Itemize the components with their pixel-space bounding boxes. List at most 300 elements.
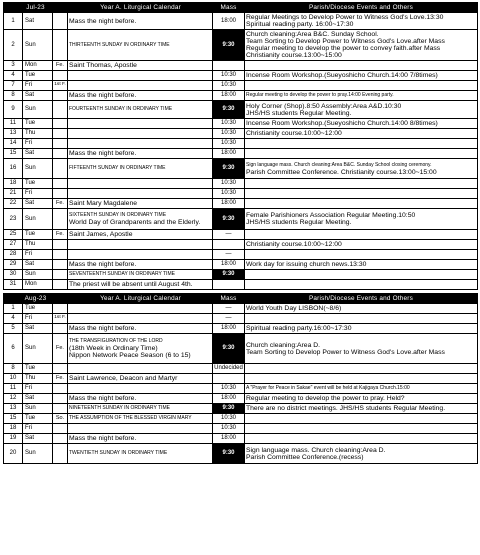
calendar-row xyxy=(4,209,478,230)
event-text: Spiritual reading party.16:00~17:30 xyxy=(246,325,352,332)
feast-rank xyxy=(53,119,68,129)
liturgical-entry xyxy=(68,444,213,464)
liturgical-entry xyxy=(68,139,213,149)
liturgical-entry xyxy=(68,404,213,414)
month-header-row xyxy=(4,294,478,304)
liturgical-entry xyxy=(68,149,213,159)
header-liturgical-calendar: Year A. Liturgical Calendar xyxy=(68,294,213,304)
calendar-row xyxy=(4,91,478,101)
event-text: JHS/HS students Regular Meeting. xyxy=(246,219,352,226)
liturgical-text: Mass the night before. xyxy=(69,150,137,157)
liturgical-entry xyxy=(68,209,213,230)
calendar-row xyxy=(4,230,478,240)
calendar-row xyxy=(4,384,478,394)
liturgical-text: FOURTEENTH SUNDAY IN ORDINARY TIME xyxy=(69,106,173,112)
feast-rank xyxy=(53,139,68,149)
liturgical-text: NINETEENTH SUNDAY IN ORDINARY TIME xyxy=(69,405,170,411)
weekday: Thu xyxy=(23,129,53,139)
mass-time: — xyxy=(213,304,245,314)
day-number: 28 xyxy=(4,250,23,260)
weekday: Fri xyxy=(23,424,53,434)
day-number: 31 xyxy=(4,280,23,290)
events-cell xyxy=(245,394,478,404)
feast-rank xyxy=(53,314,68,324)
calendar-row xyxy=(4,129,478,139)
mass-time: 18:00 xyxy=(213,149,245,159)
mass-time: 9:30 xyxy=(213,270,245,280)
day-number: 25 xyxy=(4,230,23,240)
calendar-row xyxy=(4,280,478,290)
weekday: Thu xyxy=(23,374,53,384)
events-cell xyxy=(245,61,478,71)
feast-rank xyxy=(53,71,68,81)
weekday: Fri xyxy=(23,139,53,149)
weekday: Tue xyxy=(23,304,53,314)
weekday: Sat xyxy=(23,91,53,101)
event-text: World Youth Day LISBON(~8/6) xyxy=(246,305,342,312)
event-text: Work day for issuing church news.13:30 xyxy=(246,261,367,268)
liturgical-text: Mass the night before. xyxy=(69,261,137,268)
event-text: Incense Room Workshop.(Sueyoshicho Church.14:00 8/8times) xyxy=(246,120,438,127)
feast-rank xyxy=(53,159,68,179)
mass-time: 9:30 xyxy=(213,30,245,61)
day-number: 11 xyxy=(4,119,23,129)
calendar-row xyxy=(4,404,478,414)
feast-rank: Fe. xyxy=(53,374,68,384)
calendar-row xyxy=(4,101,478,119)
month-header-row xyxy=(4,3,478,13)
calendar-row xyxy=(4,314,478,324)
liturgical-entry xyxy=(68,101,213,119)
day-number: 18 xyxy=(4,424,23,434)
events-cell xyxy=(245,209,478,230)
feast-rank xyxy=(53,394,68,404)
month-label: Jul-23 xyxy=(4,3,68,13)
liturgical-text: Mass the night before. xyxy=(69,92,137,99)
liturgical-text: (18th Week in Ordinary Time) xyxy=(69,345,158,352)
liturgical-text: Mass the night before. xyxy=(69,435,137,442)
liturgical-text: Saint Lawrence, Deacon and Martyr xyxy=(69,375,178,382)
event-text: Regular meeting to develop the power to convey faith.after Mass xyxy=(246,45,441,52)
liturgical-entry xyxy=(68,179,213,189)
day-number: 22 xyxy=(4,199,23,209)
weekday: Fri xyxy=(23,189,53,199)
feast-rank xyxy=(53,304,68,314)
liturgical-entry xyxy=(68,260,213,270)
feast-rank xyxy=(53,384,68,394)
weekday: Sun xyxy=(23,159,53,179)
weekday: Sat xyxy=(23,13,53,30)
feast-rank xyxy=(53,444,68,464)
mass-time xyxy=(213,374,245,384)
liturgical-text: TWENTIETH SUNDAY IN ORDINARY TIME xyxy=(69,450,168,456)
calendar-row xyxy=(4,374,478,384)
events-cell xyxy=(245,270,478,280)
day-number: 8 xyxy=(4,91,23,101)
day-number: 5 xyxy=(4,324,23,334)
liturgical-entry xyxy=(68,119,213,129)
mass-time: 18:00 xyxy=(213,324,245,334)
mass-time: 18:00 xyxy=(213,13,245,30)
feast-rank xyxy=(53,260,68,270)
liturgical-entry xyxy=(68,30,213,61)
feast-rank: Fe. xyxy=(53,334,68,364)
day-number: 12 xyxy=(4,394,23,404)
calendar-row xyxy=(4,304,478,314)
calendar-row xyxy=(4,13,478,30)
mass-time: 10:30 xyxy=(213,424,245,434)
day-number: 18 xyxy=(4,179,23,189)
events-cell xyxy=(245,314,478,324)
mass-time: 10:30 xyxy=(213,119,245,129)
calendar-row xyxy=(4,364,478,374)
calendar-row xyxy=(4,30,478,61)
feast-rank xyxy=(53,13,68,30)
events-cell xyxy=(245,81,478,91)
events-cell xyxy=(245,324,478,334)
day-number: 4 xyxy=(4,314,23,324)
event-text: JHS/HS students Regular Meeting. xyxy=(246,109,352,117)
events-cell xyxy=(245,424,478,434)
feast-rank xyxy=(53,81,68,91)
events-cell xyxy=(245,119,478,129)
mass-time: 10:30 xyxy=(213,139,245,149)
liturgical-entry xyxy=(68,280,213,290)
mass-time: 9:30 xyxy=(213,404,245,414)
calendar-row xyxy=(4,149,478,159)
feast-rank xyxy=(53,434,68,444)
day-number: 6 xyxy=(4,334,23,364)
event-text: Regular meeting to develop the power to pray. Held? xyxy=(246,395,405,402)
events-cell xyxy=(245,240,478,250)
calendar-row xyxy=(4,159,478,179)
liturgical-text: World Day of Grandparents and the Elderly. xyxy=(69,219,201,226)
mass-time: 10:30 xyxy=(213,71,245,81)
liturgical-entry xyxy=(68,314,213,324)
weekday: Fri xyxy=(23,250,53,260)
feast-rank: Fe. xyxy=(53,230,68,240)
mass-time: 9:30 xyxy=(213,444,245,464)
weekday: Mon xyxy=(23,61,53,71)
first-friday-mark: 1st F. xyxy=(54,82,66,87)
day-number: 29 xyxy=(4,260,23,270)
event-text: Church cleaning:Area B&C. Sunday School. xyxy=(246,31,379,38)
day-number: 27 xyxy=(4,240,23,250)
liturgical-entry xyxy=(68,159,213,179)
weekday: Tue xyxy=(23,71,53,81)
liturgical-text: Mass the night before. xyxy=(69,395,137,402)
day-number: 8 xyxy=(4,364,23,374)
liturgical-entry xyxy=(68,324,213,334)
events-cell xyxy=(245,91,478,101)
weekday: Tue xyxy=(23,230,53,240)
mass-time: 9:30 xyxy=(213,334,245,364)
liturgical-text: THIRTEENTH SUNDAY IN ORDINARY TIME xyxy=(69,41,170,48)
events-cell xyxy=(245,260,478,270)
calendar-row xyxy=(4,260,478,270)
mass-time xyxy=(213,280,245,290)
event-text: Holy Corner (Shop).8:50 Assembly:Area A&D.10:30 xyxy=(246,102,402,110)
events-cell xyxy=(245,199,478,209)
day-number: 3 xyxy=(4,61,23,71)
mass-time: 18:00 xyxy=(213,199,245,209)
events-cell xyxy=(245,304,478,314)
day-number: 13 xyxy=(4,404,23,414)
weekday: Sun xyxy=(23,444,53,464)
event-text: Female Parishioners Association Regular Meeting.10:50 xyxy=(246,212,416,219)
liturgical-text: SIXTEENTH SUNDAY IN ORDINARY TIME xyxy=(69,212,167,218)
mass-time: 9:30 xyxy=(213,209,245,230)
weekday: Tue xyxy=(23,414,53,424)
liturgical-text: FIFTEENTH SUNDAY IN ORDINARY TIME xyxy=(69,165,166,171)
mass-time xyxy=(213,61,245,71)
events-cell xyxy=(245,374,478,384)
header-mass: Mass xyxy=(213,294,245,304)
events-cell xyxy=(245,434,478,444)
liturgical-entry xyxy=(68,414,213,424)
mass-time: 18:00 xyxy=(213,91,245,101)
day-number: 1 xyxy=(4,304,23,314)
mass-time xyxy=(213,240,245,250)
calendar-row xyxy=(4,324,478,334)
header-events: Parish/Diocese Events and Others xyxy=(245,294,478,304)
liturgical-entry xyxy=(68,81,213,91)
feast-rank xyxy=(53,30,68,61)
liturgical-text: Saint Mary Magdalene xyxy=(69,200,138,207)
event-text: Team Sorting to Develop Power to Witness God's Love.after Mass xyxy=(246,38,445,45)
event-text: Spiritual reading party. 16:00~17:30 xyxy=(246,21,354,28)
feast-rank xyxy=(53,324,68,334)
liturgical-entry xyxy=(68,61,213,71)
events-cell xyxy=(245,250,478,260)
day-number: 21 xyxy=(4,189,23,199)
liturgical-text: The priest will be absent until August 4th. xyxy=(69,281,193,288)
liturgical-entry xyxy=(68,250,213,260)
calendar-row xyxy=(4,199,478,209)
event-text: Christianity course.10:00~12:00 xyxy=(246,130,342,137)
liturgical-entry xyxy=(68,394,213,404)
event-text: Sign language mass. Church cleaning:Area B&C. Sunday School closing ceremony. xyxy=(246,161,432,168)
calendar-row xyxy=(4,444,478,464)
weekday: Fri xyxy=(23,314,53,324)
liturgical-text: SEVENTEENTH SUNDAY IN ORDINARY TIME xyxy=(69,271,175,277)
weekday: Sun xyxy=(23,404,53,414)
feast-rank xyxy=(53,280,68,290)
liturgical-entry xyxy=(68,424,213,434)
feast-rank xyxy=(53,101,68,119)
events-cell xyxy=(245,139,478,149)
events-cell xyxy=(245,30,478,61)
weekday: Sun xyxy=(23,270,53,280)
weekday: Sun xyxy=(23,101,53,119)
event-text: Church cleaning:Area D. xyxy=(246,341,321,349)
calendar-document xyxy=(3,2,477,464)
liturgical-entry xyxy=(68,189,213,199)
feast-rank xyxy=(53,129,68,139)
mass-time: 10:30 xyxy=(213,189,245,199)
mass-time: 10:30 xyxy=(213,384,245,394)
weekday: Tue xyxy=(23,179,53,189)
liturgical-entry xyxy=(68,71,213,81)
events-cell xyxy=(245,414,478,424)
mass-time: 9:30 xyxy=(213,159,245,179)
weekday: Fri xyxy=(23,384,53,394)
events-cell xyxy=(245,444,478,464)
mass-time: 18:00 xyxy=(213,394,245,404)
weekday: Sun xyxy=(23,209,53,230)
day-number: 30 xyxy=(4,270,23,280)
events-cell xyxy=(245,129,478,139)
mass-time: — xyxy=(213,230,245,240)
event-text: Sign language mass. Church cleaning:Area D. xyxy=(246,446,386,454)
day-number: 23 xyxy=(4,209,23,230)
liturgical-text: THE TRANSFIGURATION OF THE LORD xyxy=(69,338,163,344)
feast-rank xyxy=(53,364,68,374)
events-cell xyxy=(245,280,478,290)
liturgical-entry xyxy=(68,230,213,240)
events-cell xyxy=(245,71,478,81)
feast-rank xyxy=(53,240,68,250)
day-number: 19 xyxy=(4,434,23,444)
day-number: 20 xyxy=(4,444,23,464)
events-cell xyxy=(245,149,478,159)
feast-rank xyxy=(53,250,68,260)
weekday: Tue xyxy=(23,364,53,374)
mass-time: 10:30 xyxy=(213,81,245,91)
liturgical-entry xyxy=(68,434,213,444)
calendar-row xyxy=(4,119,478,129)
mass-time: 18:00 xyxy=(213,434,245,444)
liturgical-entry xyxy=(68,240,213,250)
mass-time: 10:30 xyxy=(213,129,245,139)
weekday: Sun xyxy=(23,30,53,61)
mass-time: 9:30 xyxy=(213,101,245,119)
mass-time: — xyxy=(213,314,245,324)
calendar-row xyxy=(4,334,478,364)
event-text: Team Sorting to Develop Power to Witness God's Love.after Mass xyxy=(246,348,445,356)
event-text: Parish Committee Conference. Christianity course.13:00~15:00 xyxy=(246,168,437,176)
feast-rank: Fe. xyxy=(53,61,68,71)
day-number: 10 xyxy=(4,374,23,384)
feast-rank: So. xyxy=(53,414,68,424)
mass-time: 10:30 xyxy=(213,179,245,189)
calendar-row xyxy=(4,179,478,189)
weekday: Fri xyxy=(23,81,53,91)
header-events: Parish/Diocese Events and Others xyxy=(245,3,478,13)
feast-rank xyxy=(53,404,68,414)
events-cell xyxy=(245,189,478,199)
day-number: 16 xyxy=(4,159,23,179)
feast-rank xyxy=(53,424,68,434)
event-text: Incense Room Workshop.(Sueyoshicho Church.14:00 7/8times) xyxy=(246,72,438,79)
calendar-row xyxy=(4,434,478,444)
liturgical-text: Saint Thomas, Apostle xyxy=(69,62,137,69)
events-cell xyxy=(245,230,478,240)
liturgical-entry xyxy=(68,334,213,364)
event-text: Christianity course.10:00~12:00 xyxy=(246,241,342,248)
liturgical-entry xyxy=(68,91,213,101)
mass-time: Undecided xyxy=(213,364,245,374)
liturgical-entry xyxy=(68,364,213,374)
event-text: A "Prayer for Peace in Sakae" event will be held at Kajigaya Church.15:00 xyxy=(246,385,410,391)
day-number: 1 xyxy=(4,13,23,30)
events-cell xyxy=(245,384,478,394)
mass-time: 10:30 xyxy=(213,414,245,424)
mass-time: — xyxy=(213,250,245,260)
mass-time: 18:00 xyxy=(213,260,245,270)
event-text: Regular Meetings to Develop Power to Witness God's Love.13:30 xyxy=(246,14,444,21)
header-liturgical-calendar: Year A. Liturgical Calendar xyxy=(68,3,213,13)
events-cell xyxy=(245,334,478,364)
first-friday-mark: 1st F. xyxy=(54,315,66,320)
day-number: 7 xyxy=(4,81,23,91)
liturgical-entry xyxy=(68,270,213,280)
calendar-row xyxy=(4,240,478,250)
feast-rank xyxy=(53,179,68,189)
events-cell xyxy=(245,364,478,374)
calendar-row xyxy=(4,139,478,149)
calendar-row xyxy=(4,81,478,91)
weekday: Sat xyxy=(23,260,53,270)
liturgical-entry xyxy=(68,304,213,314)
liturgical-text: Saint James, Apostle xyxy=(69,231,133,238)
calendar-row xyxy=(4,424,478,434)
calendar-row xyxy=(4,250,478,260)
day-number: 11 xyxy=(4,384,23,394)
weekday: Sat xyxy=(23,199,53,209)
liturgical-text: Mass the night before. xyxy=(69,325,137,332)
month-label: Aug-23 xyxy=(4,294,68,304)
liturgical-entry xyxy=(68,374,213,384)
weekday: Sat xyxy=(23,149,53,159)
feast-rank xyxy=(53,189,68,199)
weekday: Mon xyxy=(23,280,53,290)
feast-rank xyxy=(53,149,68,159)
weekday: Sat xyxy=(23,394,53,404)
events-cell xyxy=(245,404,478,414)
liturgical-entry xyxy=(68,384,213,394)
calendar-row xyxy=(4,71,478,81)
day-number: 15 xyxy=(4,414,23,424)
weekday: Thu xyxy=(23,240,53,250)
liturgical-text: Nippon Network Peace Season (6 to 15) xyxy=(69,352,191,359)
liturgical-entry xyxy=(68,199,213,209)
day-number: 15 xyxy=(4,149,23,159)
liturgical-entry xyxy=(68,13,213,30)
day-number: 2 xyxy=(4,30,23,61)
event-text: Regular meeting to develop the power to pray.14:00 Evening party. xyxy=(246,92,394,98)
events-cell xyxy=(245,179,478,189)
event-text: Christianity course.13:00~15:00 xyxy=(246,52,342,59)
event-text: Parish Committee Conference.(recess) xyxy=(246,453,364,461)
feast-rank xyxy=(53,209,68,230)
events-cell xyxy=(245,159,478,179)
weekday: Sat xyxy=(23,434,53,444)
event-text: There are no district meetings. JHS/HS students Regular Meeting. xyxy=(246,405,446,412)
feast-rank xyxy=(53,270,68,280)
liturgical-text: Mass the night before. xyxy=(69,17,137,25)
calendar-row xyxy=(4,394,478,404)
weekday: Sat xyxy=(23,324,53,334)
liturgical-calendar-table xyxy=(3,2,478,464)
liturgical-entry xyxy=(68,129,213,139)
calendar-row xyxy=(4,61,478,71)
calendar-row xyxy=(4,270,478,280)
day-number: 4 xyxy=(4,71,23,81)
events-cell xyxy=(245,101,478,119)
events-cell xyxy=(245,13,478,30)
header-mass: Mass xyxy=(213,3,245,13)
